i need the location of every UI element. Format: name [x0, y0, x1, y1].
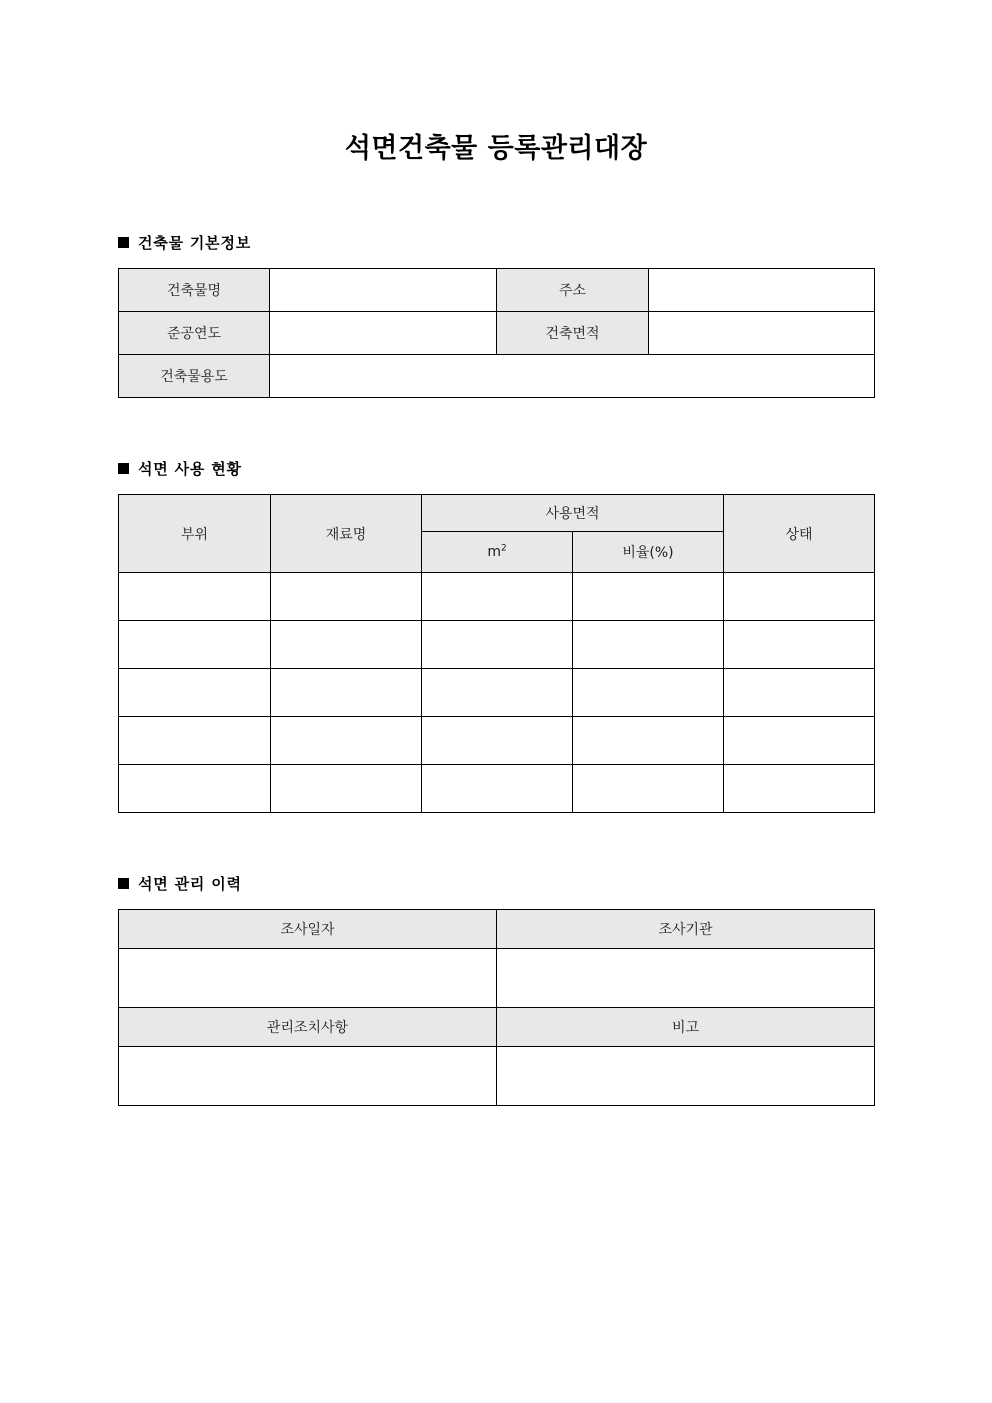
cell-area-sqm[interactable] — [422, 717, 573, 765]
table-row — [119, 669, 875, 717]
cell-part[interactable] — [119, 621, 271, 669]
column-header-survey-agency: 조사기관 — [497, 910, 875, 949]
area-unit-exponent: 2 — [500, 543, 507, 554]
cell-ratio-percent[interactable] — [573, 573, 724, 621]
spacer-asbestos-usage — [0, 479, 992, 494]
cell-material[interactable] — [271, 669, 422, 717]
section-header-management-history — [118, 873, 992, 894]
cell-ratio-percent[interactable] — [573, 717, 724, 765]
table-row — [119, 355, 875, 398]
field-building-use[interactable] — [270, 355, 875, 398]
cell-ratio-percent[interactable] — [573, 765, 724, 813]
cell-area-sqm[interactable] — [422, 669, 573, 717]
cell-area-sqm[interactable] — [422, 573, 573, 621]
cell-area-sqm[interactable] — [422, 621, 573, 669]
field-management-actions[interactable] — [119, 1047, 497, 1106]
section-header-basic-info — [118, 232, 992, 253]
section-header-asbestos-usage — [118, 458, 992, 479]
table-row — [119, 1047, 875, 1106]
field-building-name[interactable] — [270, 269, 497, 312]
filled-square-icon — [118, 463, 129, 474]
label-building-use: 건축물용도 — [119, 355, 270, 398]
label-building-name: 건축물명 — [119, 269, 270, 312]
table-row — [119, 765, 875, 813]
filled-square-icon — [118, 878, 129, 889]
spacer-section-2 — [0, 813, 992, 873]
cell-status[interactable] — [724, 765, 875, 813]
column-header-management-actions: 관리조치사항 — [119, 1008, 497, 1047]
section-title-management-history: 석면 관리 이력 — [138, 875, 242, 894]
column-header-usage-area-group: 사용면적 — [422, 495, 724, 532]
asbestos-usage-table — [118, 494, 875, 813]
table-row — [119, 949, 875, 1008]
field-completion-year[interactable] — [270, 312, 497, 355]
label-building-area: 건축면적 — [497, 312, 649, 355]
filled-square-icon — [118, 237, 129, 248]
column-header-status: 상태 — [724, 495, 875, 573]
table-header-row — [119, 910, 875, 949]
table-header-row — [119, 495, 875, 532]
cell-status[interactable] — [724, 621, 875, 669]
label-completion-year: 준공연도 — [119, 312, 270, 355]
column-header-survey-date: 조사일자 — [119, 910, 497, 949]
page-title: 석면건축물 등록관리대장 — [344, 133, 648, 164]
cell-part[interactable] — [119, 717, 271, 765]
column-header-ratio-percent: 비율(%) — [573, 532, 724, 573]
section-title-basic-info: 건축물 기본정보 — [138, 234, 252, 253]
column-header-area-sqm — [422, 532, 573, 573]
field-survey-date[interactable] — [119, 949, 497, 1008]
table-row — [119, 312, 875, 355]
label-address: 주소 — [497, 269, 649, 312]
table-row — [119, 269, 875, 312]
column-header-material: 재료명 — [271, 495, 422, 573]
cell-ratio-percent[interactable] — [573, 621, 724, 669]
spacer-management-history — [0, 894, 992, 909]
field-remarks[interactable] — [497, 1047, 875, 1106]
cell-part[interactable] — [119, 669, 271, 717]
spacer-section-1 — [0, 398, 992, 458]
cell-status[interactable] — [724, 717, 875, 765]
field-building-area[interactable] — [649, 312, 875, 355]
table-row — [119, 717, 875, 765]
field-address[interactable] — [649, 269, 875, 312]
table-header-row — [119, 1008, 875, 1047]
column-header-part: 부위 — [119, 495, 271, 573]
table-row — [119, 573, 875, 621]
spacer-title — [0, 165, 992, 232]
cell-material[interactable] — [271, 765, 422, 813]
area-unit-base: m — [487, 544, 501, 561]
cell-ratio-percent[interactable] — [573, 669, 724, 717]
section-title-asbestos-usage: 석면 사용 현황 — [138, 460, 242, 479]
cell-material[interactable] — [271, 717, 422, 765]
cell-part[interactable] — [119, 573, 271, 621]
cell-part[interactable] — [119, 765, 271, 813]
cell-status[interactable] — [724, 669, 875, 717]
column-header-remarks: 비고 — [497, 1008, 875, 1047]
cell-material[interactable] — [271, 621, 422, 669]
management-history-table — [118, 909, 875, 1106]
cell-material[interactable] — [271, 573, 422, 621]
table-row — [119, 621, 875, 669]
spacer-basic-info — [0, 253, 992, 268]
field-survey-agency[interactable] — [497, 949, 875, 1008]
cell-status[interactable] — [724, 573, 875, 621]
cell-area-sqm[interactable] — [422, 765, 573, 813]
basic-info-table — [118, 268, 875, 398]
